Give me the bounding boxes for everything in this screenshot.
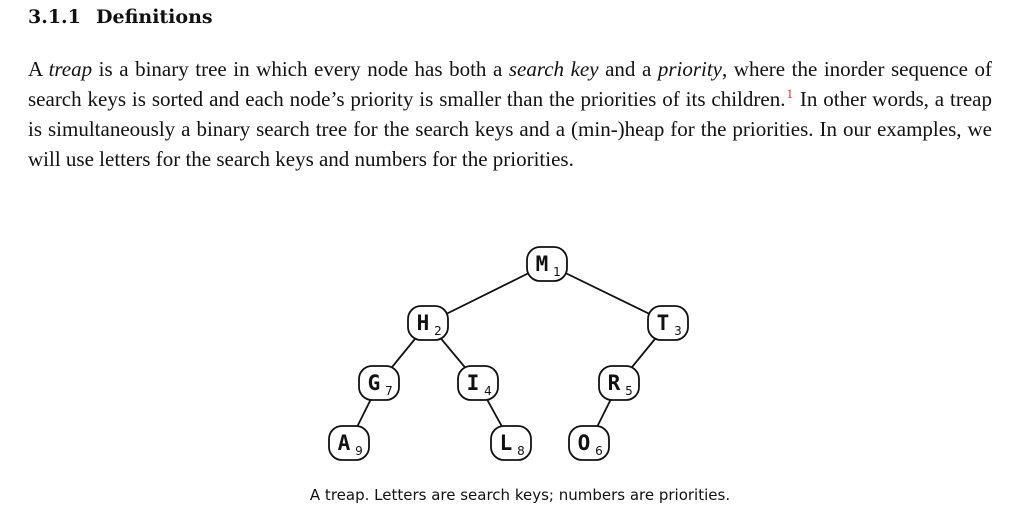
para-text: is a binary tree in which every node has both a (92, 57, 509, 81)
para-text: and a (598, 57, 658, 81)
node-search-key: H (416, 311, 430, 335)
node-search-key: T (656, 311, 670, 335)
tree-node-m (527, 247, 567, 281)
tree-node-l (491, 426, 531, 460)
node-search-key: O (577, 431, 591, 455)
node-search-key: A (337, 431, 351, 455)
tree-node-h (408, 306, 448, 340)
node-priority: 2 (434, 324, 442, 338)
footnote-link[interactable]: 1 (786, 86, 793, 101)
node-priority: 3 (674, 324, 682, 338)
tree-edges (349, 264, 668, 443)
term-treap: treap (48, 57, 93, 81)
section-title: Definitions (96, 6, 213, 28)
node-search-key: L (499, 431, 513, 455)
node-priority: 7 (385, 384, 393, 398)
tree-nodes (329, 247, 688, 460)
node-priority: 9 (355, 444, 363, 458)
node-priority: 1 (553, 265, 561, 279)
tree-node-g (359, 366, 399, 400)
para-text: , where the inorder sequence of search keys is sorted and each node’s priority is smaller than the priorities of its children. (28, 57, 992, 111)
tree-node-a (329, 426, 369, 460)
section-number: 3.1.1 (28, 6, 81, 28)
term-priority: priority (657, 57, 722, 81)
node-search-key: G (367, 371, 381, 395)
node-search-key: R (607, 371, 621, 395)
node-search-key: I (466, 371, 480, 395)
tree-node-i (458, 366, 498, 400)
tree-node-t (648, 306, 688, 340)
tree-node-r (599, 366, 639, 400)
node-priority: 4 (484, 384, 492, 398)
tree-node-o (569, 426, 609, 460)
node-priority: 8 (517, 444, 525, 458)
para-text: A (28, 57, 49, 81)
figure-caption: A treap. Letters are search keys; numbers are priorities. (309, 486, 731, 504)
node-priority: 6 (595, 444, 603, 458)
node-priority: 5 (625, 384, 633, 398)
para-text: In other words, a treap is simultaneously a binary search tree for the search keys and a (min-)heap for the priorities. In our examples, we will use letters for the search keys and numbers for the priorities. (28, 87, 992, 171)
node-search-key: M (535, 252, 549, 276)
term-search-key: search key (508, 57, 599, 81)
